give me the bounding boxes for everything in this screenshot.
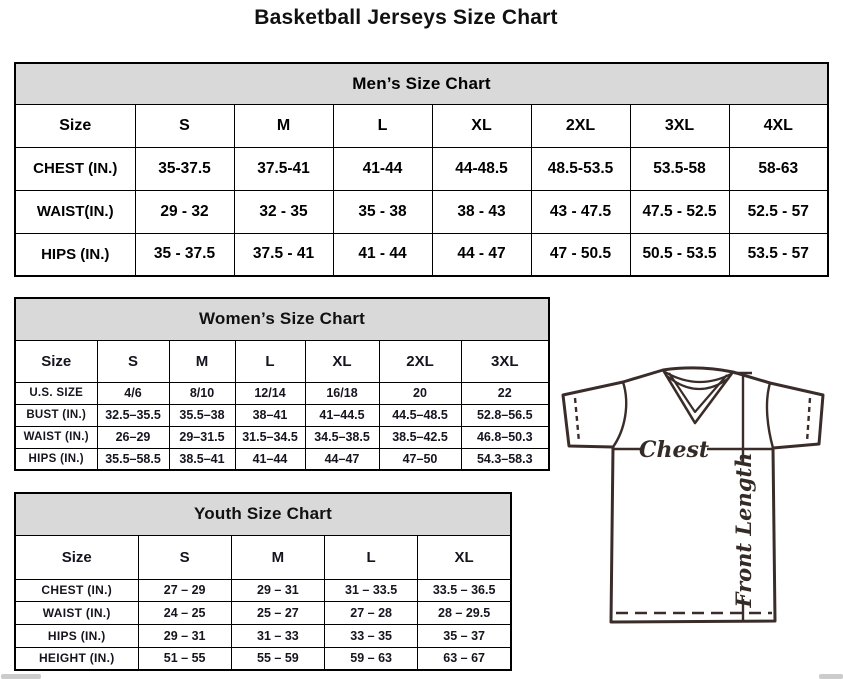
womens-cell: 22 [461, 382, 549, 404]
youth-col-header-l: L [325, 535, 418, 579]
youth-cell: 59 – 63 [325, 647, 418, 670]
mens-col-header-3xl: 3XL [630, 104, 729, 147]
mens-cell: 32 - 35 [234, 190, 333, 233]
youth-row-label-height: HEIGHT (IN.) [15, 647, 138, 670]
mens-size-chart-table [14, 62, 829, 277]
mens-col-header-l: L [333, 104, 432, 147]
womens-cell: 41–44 [235, 448, 305, 470]
table-row [15, 426, 549, 448]
youth-cell: 33.5 – 36.5 [418, 579, 511, 602]
womens-cell: 31.5–34.5 [235, 426, 305, 448]
jersey-left-cuff-dashes [575, 398, 579, 442]
womens-cell: 44.5–48.5 [379, 404, 461, 426]
jersey-outline [563, 368, 823, 622]
table-row [15, 647, 511, 670]
youth-cell: 25 – 27 [231, 602, 324, 625]
chest-label: Chest [638, 437, 710, 463]
mens-row-label-hips: HIPS (IN.) [15, 233, 135, 276]
page-title: Basketball Jerseys Size Chart [254, 6, 558, 29]
womens-cell: 38.5–41 [169, 448, 235, 470]
womens-col-header-2xl: 2XL [379, 340, 461, 382]
youth-row-label-chest: CHEST (IN.) [15, 579, 138, 602]
womens-cell: 8/10 [169, 382, 235, 404]
mens-cell: 35-37.5 [135, 147, 234, 190]
mens-cell: 58-63 [729, 147, 828, 190]
jersey-right-cuff-dashes [807, 398, 810, 442]
womens-col-header-s: S [97, 340, 169, 382]
table-row [15, 404, 549, 426]
womens-cell: 41–44.5 [305, 404, 379, 426]
womens-col-header-3xl: 3XL [461, 340, 549, 382]
youth-cell: 33 – 35 [325, 624, 418, 647]
womens-cell: 34.5–38.5 [305, 426, 379, 448]
womens-size-chart-table [14, 297, 550, 471]
womens-cell: 35.5–58.5 [97, 448, 169, 470]
mens-col-header-size: Size [15, 104, 135, 147]
mens-cell: 53.5-58 [630, 147, 729, 190]
youth-cell: 55 – 59 [231, 647, 324, 670]
table-row [15, 233, 828, 276]
mens-cell: 44-48.5 [432, 147, 531, 190]
horizontal-scrollbar-left[interactable] [1, 674, 41, 679]
womens-cell: 29–31.5 [169, 426, 235, 448]
table-row [15, 147, 828, 190]
youth-row-label-waist: WAIST (IN.) [15, 602, 138, 625]
table-row [15, 602, 511, 625]
mens-row-label-chest: CHEST (IN.) [15, 147, 135, 190]
youth-cell: 24 – 25 [138, 602, 231, 625]
youth-cell: 27 – 28 [325, 602, 418, 625]
mens-col-header-2xl: 2XL [531, 104, 630, 147]
womens-cell: 47–50 [379, 448, 461, 470]
mens-cell: 47 - 50.5 [531, 233, 630, 276]
table-row [15, 579, 511, 602]
mens-cell: 41-44 [333, 147, 432, 190]
mens-cell: 37.5 - 41 [234, 233, 333, 276]
youth-cell: 51 – 55 [138, 647, 231, 670]
womens-col-header-l: L [235, 340, 305, 382]
youth-cell: 31 – 33 [231, 624, 324, 647]
table-row [15, 624, 511, 647]
womens-row-label-waist: WAIST (IN.) [15, 426, 97, 448]
youth-cell: 28 – 29.5 [418, 602, 511, 625]
youth-col-header-m: M [231, 535, 324, 579]
womens-cell: 16/18 [305, 382, 379, 404]
table-row [15, 190, 828, 233]
womens-cell: 4/6 [97, 382, 169, 404]
mens-cell: 37.5-41 [234, 147, 333, 190]
womens-row-label-hips: HIPS (IN.) [15, 448, 97, 470]
youth-cell: 29 – 31 [138, 624, 231, 647]
jersey-measurement-diagram [561, 362, 843, 664]
mens-chart-title: Men’s Size Chart [15, 63, 828, 104]
womens-cell: 32.5–35.5 [97, 404, 169, 426]
womens-row-label-us-size: U.S. SIZE [15, 382, 97, 404]
womens-chart-title: Women’s Size Chart [15, 298, 549, 340]
mens-cell: 38 - 43 [432, 190, 531, 233]
youth-cell: 63 – 67 [418, 647, 511, 670]
youth-cell: 35 – 37 [418, 624, 511, 647]
table-row [15, 448, 549, 470]
mens-row-label-waist: WAIST(IN.) [15, 190, 135, 233]
mens-cell: 53.5 - 57 [729, 233, 828, 276]
mens-col-header-xl: XL [432, 104, 531, 147]
youth-row-label-hips: HIPS (IN.) [15, 624, 138, 647]
mens-col-header-m: M [234, 104, 333, 147]
womens-col-header-xl: XL [305, 340, 379, 382]
womens-col-header-m: M [169, 340, 235, 382]
jersey-right-seam [767, 383, 773, 448]
womens-cell: 52.8–56.5 [461, 404, 549, 426]
table-row [15, 382, 549, 404]
mens-col-header-s: S [135, 104, 234, 147]
mens-cell: 43 - 47.5 [531, 190, 630, 233]
jersey-left-seam [613, 382, 626, 447]
womens-col-header-size: Size [15, 340, 97, 382]
womens-cell: 44–47 [305, 448, 379, 470]
youth-cell: 31 – 33.5 [325, 579, 418, 602]
youth-size-chart-table [14, 492, 512, 671]
womens-cell: 12/14 [235, 382, 305, 404]
womens-cell: 38–41 [235, 404, 305, 426]
mens-cell: 50.5 - 53.5 [630, 233, 729, 276]
mens-cell: 35 - 37.5 [135, 233, 234, 276]
mens-cell: 44 - 47 [432, 233, 531, 276]
mens-cell: 41 - 44 [333, 233, 432, 276]
youth-col-header-s: S [138, 535, 231, 579]
mens-cell: 52.5 - 57 [729, 190, 828, 233]
mens-cell: 35 - 38 [333, 190, 432, 233]
horizontal-scrollbar-right[interactable] [819, 674, 843, 679]
mens-cell: 48.5-53.5 [531, 147, 630, 190]
youth-cell: 29 – 31 [231, 579, 324, 602]
mens-cell: 29 - 32 [135, 190, 234, 233]
womens-cell: 26–29 [97, 426, 169, 448]
womens-row-label-bust: BUST (IN.) [15, 404, 97, 426]
youth-col-header-size: Size [15, 535, 138, 579]
womens-cell: 46.8–50.3 [461, 426, 549, 448]
womens-cell: 54.3–58.3 [461, 448, 549, 470]
mens-col-header-4xl: 4XL [729, 104, 828, 147]
youth-col-header-xl: XL [418, 535, 511, 579]
womens-cell: 35.5–38 [169, 404, 235, 426]
womens-cell: 20 [379, 382, 461, 404]
mens-cell: 47.5 - 52.5 [630, 190, 729, 233]
youth-cell: 27 – 29 [138, 579, 231, 602]
front-length-label: Front Length [731, 452, 756, 608]
youth-chart-title: Youth Size Chart [15, 493, 511, 535]
womens-cell: 38.5–42.5 [379, 426, 461, 448]
